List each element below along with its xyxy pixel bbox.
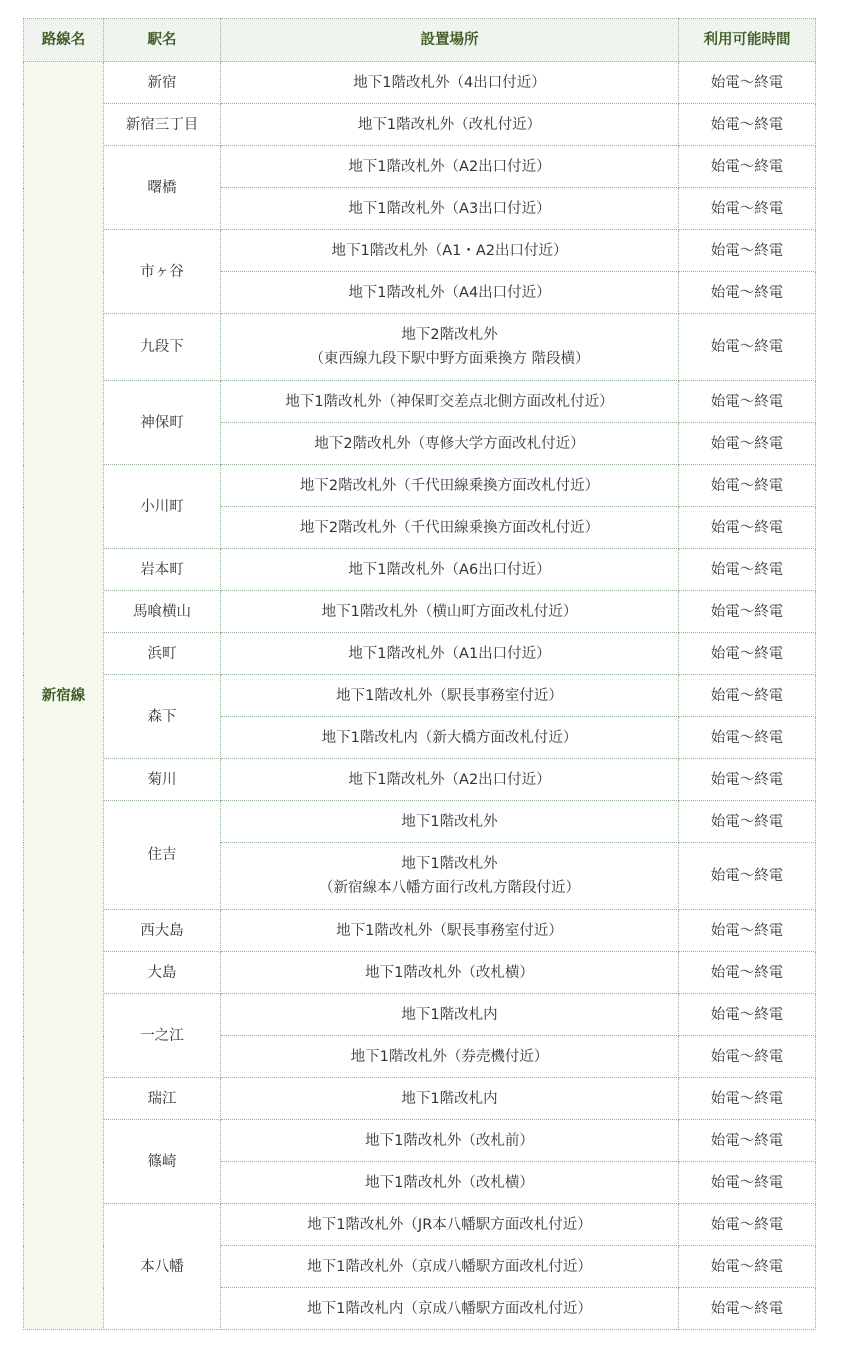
location-cell: [221, 1204, 679, 1246]
location-text: 地下1階改札外（神保町交差点北側方面改札付近）: [285, 393, 614, 410]
hours-cell: 始電〜終電: [679, 314, 816, 381]
station-name-cell: 岩本町: [104, 549, 221, 591]
station-name-cell: 馬喰横山: [104, 591, 221, 633]
location-text: 地下1階改札内: [401, 1090, 498, 1107]
location-text: 地下1階改札外（A3出口付近）: [348, 200, 551, 217]
location-cell: [221, 381, 679, 423]
location-cell: [221, 1078, 679, 1120]
location-text: 地下1階改札内: [401, 1006, 498, 1023]
header-station: 駅名: [104, 19, 221, 62]
location-text: （新宿線本八幡方面行改札方階段付近）: [319, 880, 580, 896]
table-row: [24, 591, 816, 633]
location-cell: [221, 910, 679, 952]
table-row: [24, 910, 816, 952]
hours-cell: 始電〜終電: [679, 423, 816, 465]
location-text: 地下1階改札外（4出口付近）: [353, 74, 546, 91]
location-cell: [221, 1162, 679, 1204]
hours-cell: 始電〜終電: [679, 910, 816, 952]
location-cell: [221, 314, 679, 381]
table-row: [24, 952, 816, 994]
location-text: 地下1階改札外（駅長事務室付近）: [336, 922, 563, 939]
location-text: 地下1階改札内（新大橋方面改札付近）: [321, 729, 578, 746]
table-body: [24, 62, 816, 1330]
location-text: 地下1階改札外: [401, 813, 498, 830]
location-text: 地下1階改札外（横山町方面改札付近）: [321, 603, 578, 620]
location-text: 地下1階改札外（改札横）: [365, 964, 534, 981]
station-name-cell: 曙橋: [104, 146, 221, 230]
hours-cell: 始電〜終電: [679, 717, 816, 759]
location-cell: [221, 1036, 679, 1078]
station-name-cell: 森下: [104, 675, 221, 759]
station-name-cell: 小川町: [104, 465, 221, 549]
location-text: 地下1階改札外（A1出口付近）: [348, 645, 551, 662]
station-name-cell: 西大島: [104, 910, 221, 952]
table-row: [24, 314, 816, 381]
location-cell: [221, 188, 679, 230]
location-cell: [221, 230, 679, 272]
station-name-cell: 神保町: [104, 381, 221, 465]
station-facility-table: [23, 18, 816, 1330]
table-row: [24, 801, 816, 843]
location-text: 地下1階改札外（A2出口付近）: [348, 158, 551, 175]
location-text: 地下1階改札内（京成八幡駅方面改札付近）: [307, 1300, 592, 1317]
hours-cell: 始電〜終電: [679, 188, 816, 230]
header-row: [24, 19, 816, 62]
location-cell: [221, 759, 679, 801]
location-cell: [221, 633, 679, 675]
location-cell: [221, 146, 679, 188]
hours-cell: 始電〜終電: [679, 272, 816, 314]
table-row: [24, 104, 816, 146]
station-name-cell: 本八幡: [104, 1204, 221, 1330]
hours-cell: 始電〜終電: [679, 230, 816, 272]
location-text: （東西線九段下駅中野方面乗換方 階段横）: [309, 351, 590, 367]
hours-cell: 始電〜終電: [679, 675, 816, 717]
location-text: 地下2階改札外（専修大学方面改札付近）: [314, 435, 585, 452]
hours-cell: 始電〜終電: [679, 146, 816, 188]
table-row: [24, 146, 816, 188]
location-text: 地下1階改札外（A2出口付近）: [348, 771, 551, 788]
location-cell: [221, 1120, 679, 1162]
table-row: [24, 675, 816, 717]
hours-cell: 始電〜終電: [679, 591, 816, 633]
hours-cell: 始電〜終電: [679, 1036, 816, 1078]
location-text: 地下1階改札外（JR本八幡駅方面改札付近）: [307, 1216, 592, 1233]
station-name-cell: 新宿三丁目: [104, 104, 221, 146]
table-row: [24, 633, 816, 675]
location-text: 地下1階改札外（A1・A2出口付近）: [331, 242, 568, 259]
location-text: 地下2階改札外（千代田線乗換方面改札付近）: [299, 477, 600, 494]
location-cell: [221, 465, 679, 507]
location-cell: [221, 507, 679, 549]
hours-cell: 始電〜終電: [679, 1288, 816, 1330]
station-name-cell: 新宿: [104, 62, 221, 104]
hours-cell: 始電〜終電: [679, 465, 816, 507]
table-row: [24, 1078, 816, 1120]
location-cell: [221, 994, 679, 1036]
location-text: 地下1階改札外（改札付近）: [357, 116, 542, 133]
hours-cell: 始電〜終電: [679, 62, 816, 104]
hours-cell: 始電〜終電: [679, 1246, 816, 1288]
station-name-cell: 菊川: [104, 759, 221, 801]
hours-cell: 始電〜終電: [679, 759, 816, 801]
table-row: [24, 62, 816, 104]
hours-cell: 始電〜終電: [679, 1120, 816, 1162]
station-name-cell: 篠崎: [104, 1120, 221, 1204]
table-row: [24, 465, 816, 507]
station-name-cell: 九段下: [104, 314, 221, 381]
hours-cell: 始電〜終電: [679, 1162, 816, 1204]
location-text: 地下1階改札外（券売機付近）: [350, 1048, 549, 1065]
location-cell: [221, 717, 679, 759]
location-cell: [221, 423, 679, 465]
location-cell: [221, 272, 679, 314]
table-row: [24, 549, 816, 591]
table-row: [24, 1204, 816, 1246]
station-name-cell: 瑞江: [104, 1078, 221, 1120]
hours-cell: 始電〜終電: [679, 1078, 816, 1120]
hours-cell: 始電〜終電: [679, 994, 816, 1036]
location-cell: [221, 675, 679, 717]
hours-cell: 始電〜終電: [679, 843, 816, 910]
location-cell: [221, 549, 679, 591]
table-row: [24, 759, 816, 801]
station-name-cell: 住吉: [104, 801, 221, 910]
location-text: 地下1階改札外（京成八幡駅方面改札付近）: [307, 1258, 592, 1275]
table-row: [24, 381, 816, 423]
hours-cell: 始電〜終電: [679, 381, 816, 423]
location-cell: [221, 801, 679, 843]
hours-cell: 始電〜終電: [679, 104, 816, 146]
location-text: 地下1階改札外（改札前）: [365, 1132, 534, 1149]
hours-cell: 始電〜終電: [679, 801, 816, 843]
location-cell: [221, 1288, 679, 1330]
header-hours: 利用可能時間: [679, 19, 816, 62]
location-cell: [221, 104, 679, 146]
header-location: 設置場所: [221, 19, 679, 62]
location-text: 地下1階改札外（駅長事務室付近）: [336, 687, 563, 704]
location-cell: [221, 62, 679, 104]
location-text: 地下2階改札外（千代田線乗換方面改札付近）: [299, 519, 600, 536]
location-cell: [221, 591, 679, 633]
hours-cell: 始電〜終電: [679, 633, 816, 675]
location-text: 地下2階改札外: [401, 327, 498, 343]
table-row: [24, 994, 816, 1036]
location-text: 地下1階改札外: [401, 856, 498, 872]
location-text: 地下1階改札外（A6出口付近）: [348, 561, 551, 578]
hours-cell: 始電〜終電: [679, 952, 816, 994]
table-row: [24, 230, 816, 272]
station-name-cell: 大島: [104, 952, 221, 994]
table-row: [24, 1120, 816, 1162]
station-name-cell: 市ヶ谷: [104, 230, 221, 314]
hours-cell: 始電〜終電: [679, 1204, 816, 1246]
hours-cell: 始電〜終電: [679, 549, 816, 591]
hours-cell: 始電〜終電: [679, 507, 816, 549]
line-name-cell: 新宿線: [24, 62, 104, 1330]
location-text: 地下1階改札外（改札横）: [365, 1174, 534, 1191]
location-cell: [221, 843, 679, 910]
location-cell: [221, 1246, 679, 1288]
location-text: 地下1階改札外（A4出口付近）: [348, 284, 551, 301]
header-line: 路線名: [24, 19, 104, 62]
location-cell: [221, 952, 679, 994]
station-name-cell: 一之江: [104, 994, 221, 1078]
station-name-cell: 浜町: [104, 633, 221, 675]
